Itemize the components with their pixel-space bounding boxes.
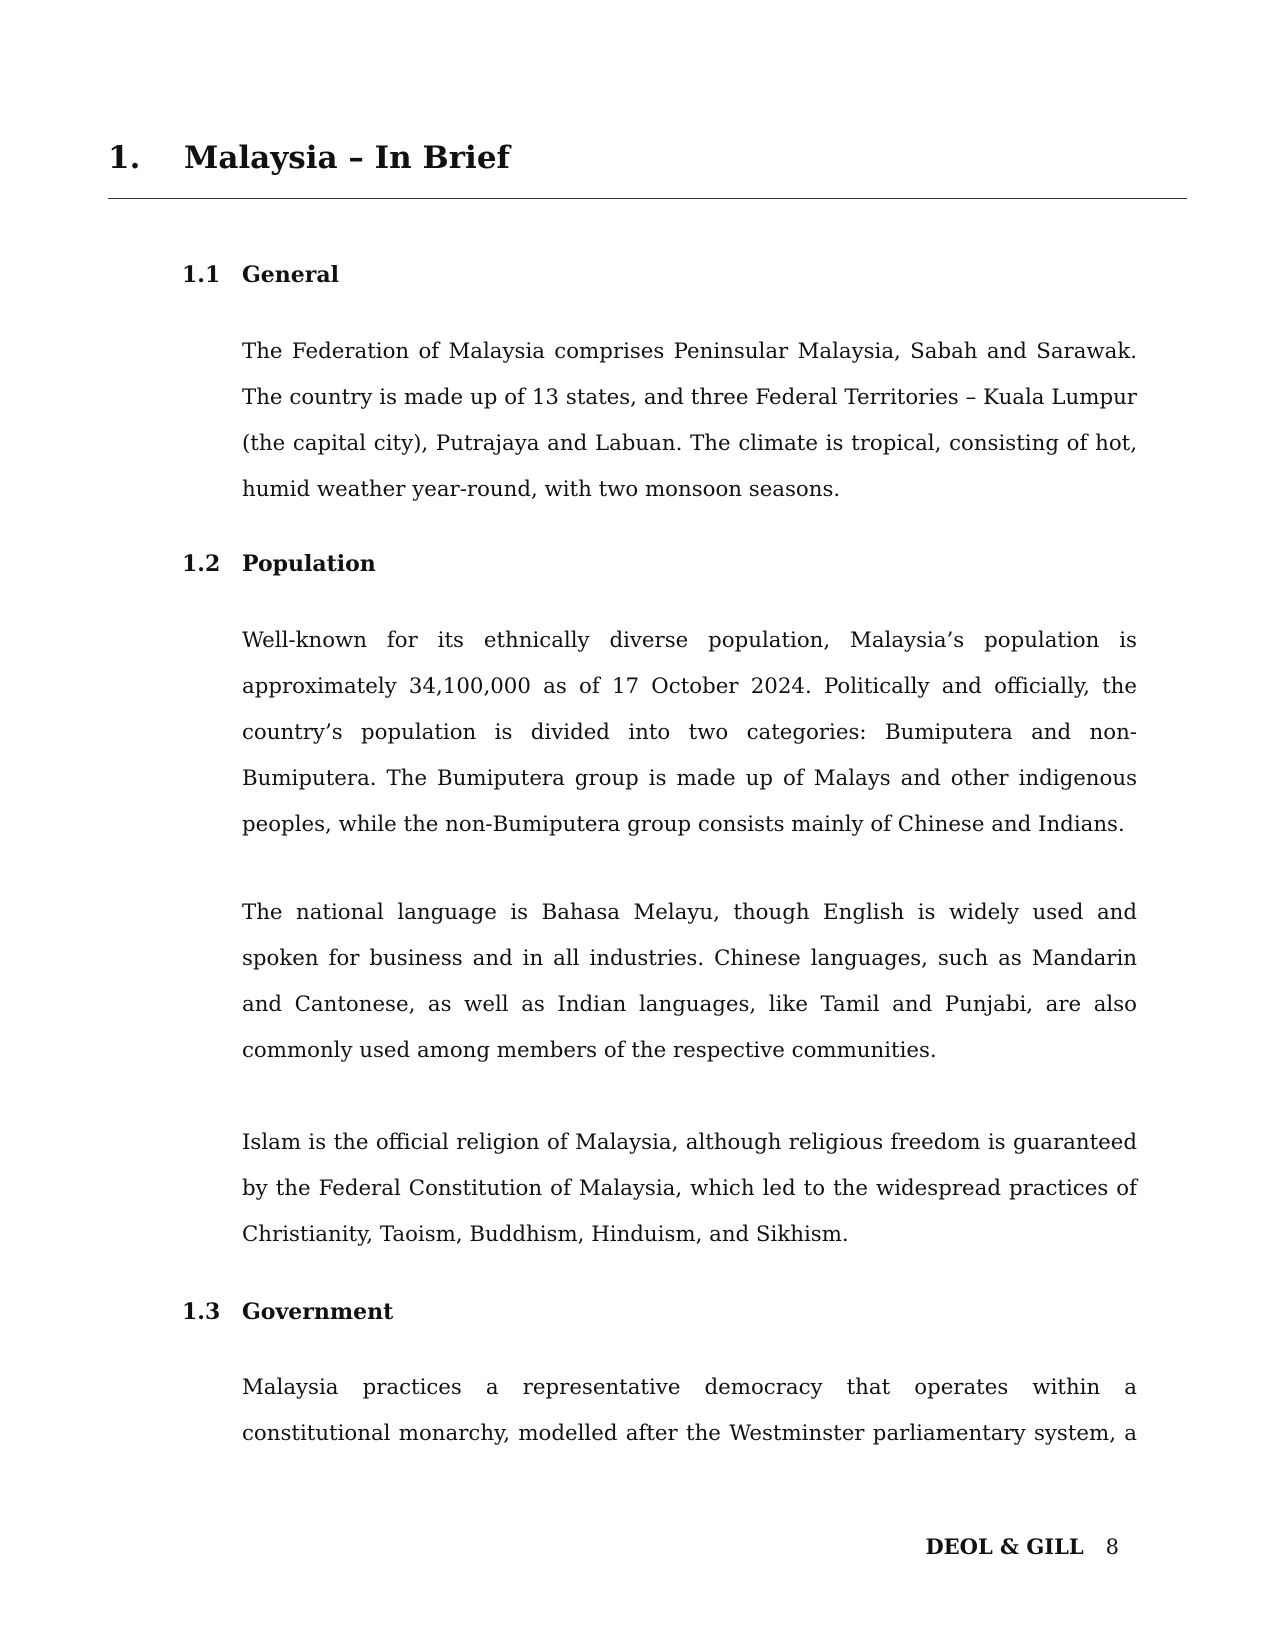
- section-number: 1.2: [182, 551, 221, 577]
- chapter-divider: [108, 198, 1187, 199]
- paragraph-population-2: The national language is Bahasa Melayu, though English is widely used and spoken for business and in all industries. Chinese languages, such as Mandarin and Cantonese, as well as Indian languages, like Tamil and Punjabi, are also commonly used among members of the respective communities.: [242, 900, 1137, 1063]
- paragraph-government: Malaysia practices a representative democracy that operates within a constitutional monarchy, modelled after the Westminster parliamentary system, a: [242, 1375, 1137, 1446]
- paragraph-population-3: Islam is the official religion of Malaysia, although religious freedom is guaranteed by the Federal Constitution of Malaysia, which led to the widespread practices of Christianity, Taoism, Buddhism, Hinduism, and Sikhism.: [242, 1130, 1137, 1247]
- section-heading-population: [182, 549, 376, 579]
- page-footer: [925, 1532, 1119, 1562]
- section-title: General: [242, 262, 339, 288]
- section-heading-government: [182, 1297, 393, 1327]
- section-number: 1.1: [182, 262, 221, 288]
- page-number: 8: [1105, 1535, 1119, 1559]
- section-title: Government: [242, 1299, 394, 1325]
- firm-name: DEOL & GILL: [925, 1534, 1084, 1559]
- chapter-number: 1.: [108, 140, 141, 176]
- paragraph-general: The Federation of Malaysia comprises Peninsular Malaysia, Sabah and Sarawak. The country is made up of 13 states, and three Federal Territories – Kuala Lumpur (the capital city), Putrajaya and Labuan. The climate is tropical, consisting of hot, humid weather year-round, with two monsoon seasons.: [242, 339, 1137, 502]
- chapter-title: Malaysia – In Brief: [184, 140, 510, 176]
- paragraph-population-1: Well-known for its ethnically diverse population, Malaysia’s population is approximately 34,100,000 as of 17 October 2024. Politically and officially, the country’s population is divided into two categories: Bumiputera and non-Bumiputera. The Bumiputera group is made up of Malays and other indigenous peoples, while the non-Bumiputera group consists mainly of Chinese and Indians.: [242, 628, 1137, 837]
- section-title: Population: [242, 551, 376, 577]
- chapter-heading: [108, 136, 1188, 180]
- section-heading-general: [182, 260, 339, 290]
- section-number: 1.3: [182, 1299, 221, 1325]
